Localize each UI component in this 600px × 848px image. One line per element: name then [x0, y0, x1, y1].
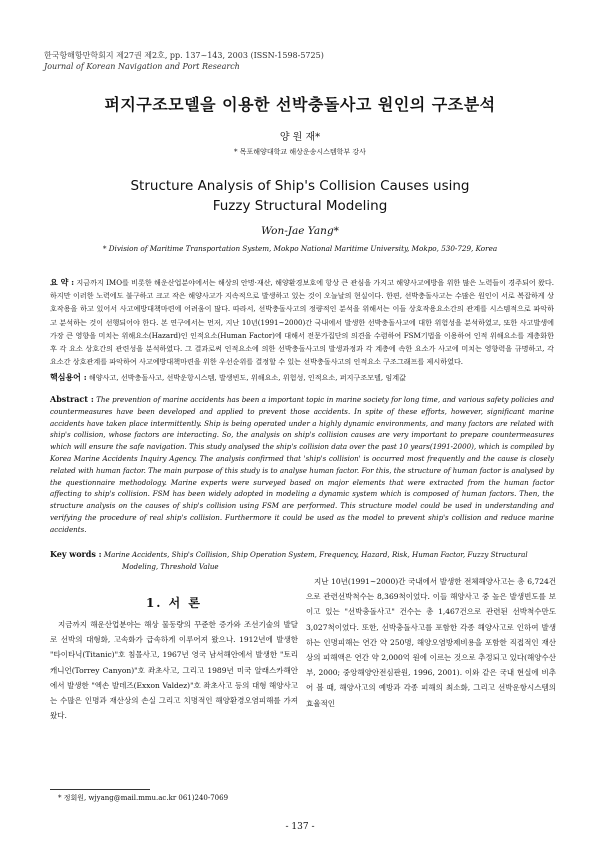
author-korean: 양 원 재* — [279, 132, 321, 143]
abstract-english — [50, 394, 554, 536]
title-english-line1: Structure Analysis of Ship's Collision Causes using — [130, 178, 470, 194]
journal-header — [44, 50, 324, 72]
abstract-korean-text: 지금까지 IMO를 비롯한 해운산업분야에서는 해상의 안명·재산, 해양환경보호에 항상 큰 관심을 가지고 해양사고예방을 위한 많은 노력들이 경주되어 왔다. 하지만 이러한 노력에도 불구하고 크고 작은 해양사고가 지속적으로 발생하고 있는 것이 오늘날의 현실이다. 한편, 선박충돌사고는 수많은 원인이 서로 복잡하게 상호작용을 하고 있어서 사고예방대책마련에 어려움이 많다. 따라서, 선박충돌사고의 정량적인 분석을 위해서는 이들 상호작용요소간의 관계를 시스템적으로 파악하고 분석하는 것이 선행되어야 한다. 본 연구에서는 먼저, 지난 10년(1991~2000)간 국내에서 발생한 선박충돌사고에 대한 위험성을 분석하였고, 또한 사고발생에 가장 큰 영향을 미치는 위해요소(Hazard)인 인적요소(Human Factor)에 대해서 전문가집단의 의견을 수렴하여 FSM기법을 이용하여 인적 위해요소를 계층화한 후 각 요소 상호간의 관련성을 분석하였다. 그 결과로써 인적요소에 의한 선박충돌사고의 발생과정과 각 계층에 속한 요소가 사고에 미치는 영향력을 규명하고, 각 요소간 상호관계를 파악하여 사고예방대책마련을 위한 우선순위를 결정할 수 있는 선박충돌사고의 인적요소 구조그래프를 제시하였다. — [50, 278, 554, 367]
journal-citation: 한국항해항만학회지 제27권 제2호, pp. 137~143, 2003 (ISSN-1598-5725) — [44, 51, 324, 60]
keywords-korean — [50, 372, 554, 383]
section-title: 1. 서 론 — [145, 596, 203, 610]
keywords-english — [50, 549, 554, 573]
affiliation-korean: * 목포해양대학교 해상운송시스템학부 강사 — [234, 148, 366, 156]
body-column-left — [50, 617, 298, 723]
author-english: Won-Jae Yang* — [261, 225, 339, 237]
keywords-english-line1: Marine Accidents, Ship's Collision, Ship Operation System, Frequency, Hazard, Risk, Human Factor, Fuzzy Structural — [103, 550, 528, 559]
title-english — [0, 176, 600, 216]
body-column-right — [306, 574, 556, 711]
body-right-text: 지난 10년(1991~2000)간 국내에서 발생한 전체해양사고는 총 6,724건으로 관련선박척수는 8,369척이었다. 이들 해양사고 중 높은 발생빈도를 보이고 있는 "선박충돌사고" 건수는 총 1,467건으로 관련된 선박척수만도 3,027척이었다. 또한, 선박충돌사고를 포함한 각종 해양사고로 인하여 발생하는 인명피해는 연간 약 250명, 해양오염방제비용을 포함한 직접적인 재산상의 피해액은 연간 약 2,000억 원에 이르는 것으로 추정되고 있다(해양수산부, 2000; 중앙해양안전심판원, 1996, 2001). 이와 같은 국내 현실에 비추어 볼 때, 해양사고의 예방과 각종 피해의 최소화, 그리고 선박운항시스템의 효율적인 — [306, 577, 556, 708]
title-korean: 퍼지구조모델을 이용한 선박충돌사고 원인의 구조분석 — [104, 95, 496, 114]
keywords-english-label: Key words : — [50, 549, 102, 559]
keywords-english-line2: Modeling, Threshold Value — [122, 561, 219, 571]
abstract-english-label: Abstract : — [50, 394, 94, 404]
footnote-rule — [50, 789, 150, 790]
abstract-korean-label: 요 약 : — [50, 277, 75, 287]
affiliation-english: * Division of Maritime Transportation System, Mokpo National Maritime University, Mokpo, 530-729, Korea — [102, 244, 498, 253]
title-english-line2: Fuzzy Structural Modeling — [212, 198, 388, 214]
footnote: * 정회원, wjyang@mail.mmu.ac.kr 061)240-7069 — [58, 794, 229, 802]
keywords-korean-label: 핵심용어 : — [50, 372, 87, 382]
abstract-english-text: The prevention of marine accidents has been a important topic in marine society for long time, and various safety policies and countermeasures have been developed and applied to prevent those accidents. In spite of these efforts, however, significant marine accidents have taken place intermittently. Ship is being operated under a highly dynamic environments, and many factors are related with ship's collision, whose factors are interacting. So, the analysis on ship's collision causes are very important to prepare countermeasures which will ensure the safe navigation. This study analysed the ship's collision data over the past 10 years(1991-2000), which is compiled by Korea Marine Accidents Inquiry Agency. The analysis confirmed that 'ship's collision' is occurred most frequently and the cause is closely related with human factor. The main purpose of this study is to analyse human factor. For this, the structure of human factor is analysed by the questionnaire methodology. Marine experts were surveyed based on major elements that were extracted from the human factor affecting to ship's collision. FSM has been widely adopted in modeling a dynamic system which is composed of human factors. Then, the structure analysis on the causes of ship's collision using FSM are performed. This structure model could be used in understanding and verifying the procedure of real ship's collision. Furthermore it could be used as the model to prevent ship's collision and reduce marine accidents. — [50, 395, 554, 534]
journal-name: Journal of Korean Navigation and Port Research — [44, 62, 240, 71]
body-left-text: 지금까지 해운산업분야는 해상 물동량의 꾸준한 증가와 조선기술의 발달로 선박의 대형화, 고속화가 급속하게 이루어져 왔으나. 1912년에 발생한 "타이타닉(Titanic)"호 침몰사고, 1967년 영국 남서해안에서 발생한 "토리 캐니언(Torrey Canyon)"호 좌초사고, 그리고 1989년 미국 알래스카해안에서 발생한 "엑손 발데즈(Exxon Valdez)"호 좌초사고 등의 대형 해양사고는 수많은 인명과 재산상의 손실 그리고 치명적인 해양환경오염피해를 가져왔다. — [50, 620, 298, 721]
abstract-korean — [50, 276, 554, 368]
page-number: - 137 - — [285, 822, 315, 832]
keywords-korean-text: 해양사고, 선박충돌사고, 선박운항시스템, 발생빈도, 위해요소, 위험성, 인적요소, 퍼지구조모델, 임계값 — [88, 373, 406, 382]
